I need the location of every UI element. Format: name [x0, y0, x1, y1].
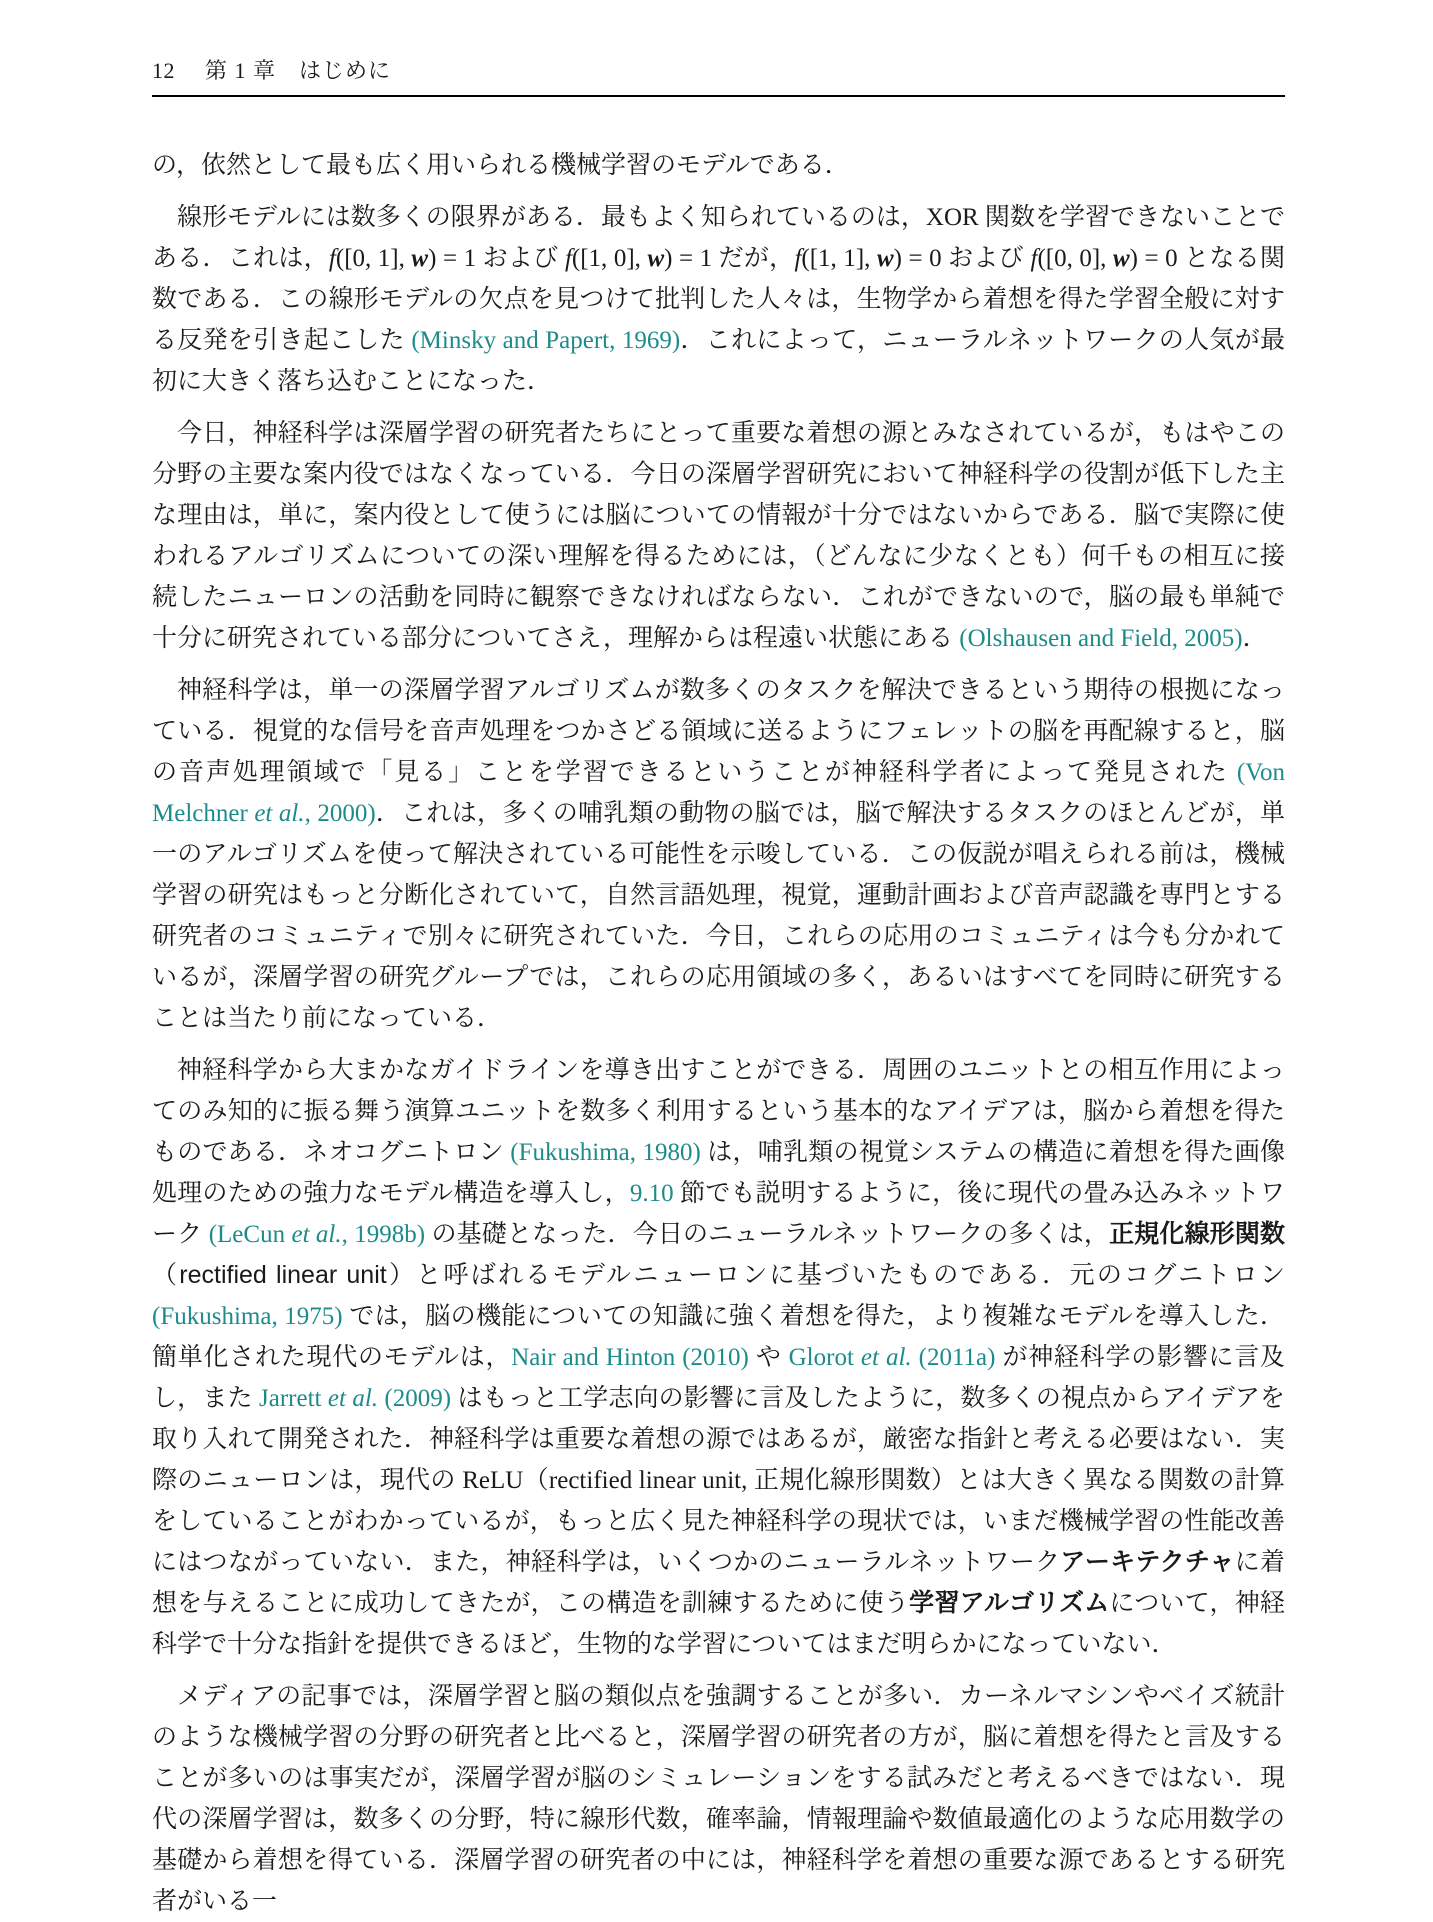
citation-link[interactable]: et al.: [254, 800, 305, 827]
paragraph: [152, 145, 1285, 186]
citation-link[interactable]: (Fukushima, 1980): [510, 1139, 701, 1166]
text-segment: ([1, 0],: [571, 245, 648, 272]
text-segment: 正規化線形関数: [1109, 1220, 1285, 1248]
paragraph: [152, 1050, 1285, 1665]
text-segment: 節でも説明するように，後に現代の畳み込みネットワーク: [152, 1180, 1285, 1248]
text-segment: 線形モデルには数多くの限界がある．最もよく知られているのは，XOR 関数を学習できないことである．これは，: [152, 204, 1285, 272]
text-segment: ) = 0: [893, 245, 942, 272]
citation-link[interactable]: et al.: [860, 1344, 912, 1371]
text-segment: w: [1112, 245, 1130, 272]
text-segment: ．: [1242, 625, 1268, 652]
paragraph: [152, 670, 1285, 1039]
text-segment: ) = 0: [1129, 245, 1178, 272]
text-segment: ) = 1: [428, 245, 477, 272]
text-segment: ([0, 0],: [1037, 245, 1113, 272]
text-segment: ([1, 1],: [801, 245, 877, 272]
text-segment: 神経科学は，単一の深層学習アルゴリズムが数多くのタスクを解決できるという期待の根拠になっている．視覚的な信号を音声処理をつかさどる領域に送るようにフェレットの脳を再配線すると，脳の音声処理領域で「見る」ことを学習できるということが神経科学者によって発見された: [152, 677, 1285, 786]
text-segment: となる関数である．この線形モデルの欠点を見つけて批判した人々は，生物学から着想を得た学習全般に対する反発を引き起こした: [152, 245, 1285, 354]
citation-link[interactable]: Jarrett: [259, 1385, 328, 1412]
citation-link[interactable]: (Olshausen and Field, 2005): [959, 625, 1243, 652]
citation-link[interactable]: (Von Melchner: [152, 759, 1285, 827]
text-segment: ) = 1: [664, 245, 713, 272]
citation-link[interactable]: et al.: [291, 1221, 342, 1248]
text-segment: アーキテクチャ: [1060, 1548, 1235, 1576]
text-segment: メディアの記事では，深層学習と脳の類似点を強調することが多い．カーネルマシンやベイズ統計のような機械学習の分野の研究者と比べると，深層学習の研究者の方が，脳に着想を得たと言及することが多いのは事実だが，深層学習が脳のシミュレーションをする試みだと考えるべきではない．現代の深層学習は，数多くの分野，特に線形代数，確率論，情報理論や数値最適化のような応用数学の基礎から着想を得ている．深層学習の研究者の中には，神経科学を着想の重要な源であるとする研究者がいる一: [152, 1683, 1285, 1915]
text-segment: の基礎となった．今日のニューラルネットワークの多くは，: [425, 1221, 1110, 1248]
text-segment: と呼ばれるモデルニューロンに基づいたものである．元のコグニトロン: [416, 1262, 1285, 1289]
citation-link[interactable]: Nair and Hinton (2010): [511, 1344, 749, 1371]
text-segment: 学習アルゴリズム: [909, 1589, 1110, 1617]
text-segment: は，哺乳類の視覚システムの構造に着想を得た画像処理のための強力なモデル構造を導入し，: [152, 1139, 1285, 1207]
text-segment: および: [941, 245, 1031, 272]
text-segment: の，依然として最も広く用いられる機械学習のモデルである．: [152, 152, 850, 179]
text-segment: f: [564, 245, 572, 272]
text-segment: について，神経科学で十分な指針を提供できるほど，生物的な学習についてはまだ明らかになっていない．: [152, 1590, 1285, 1658]
chapter-title: 第 1 章 はじめに: [205, 58, 392, 83]
text-segment: w: [411, 245, 429, 272]
text-segment: はもっと工学志向の影響に言及したように，数多くの視点からアイデアを取り入れて開発された．神経科学は重要な着想の源ではあるが，厳密な指針と考える必要はない．実際のニューロンは，現代の ReLU（rectified linear unit, 正規化線形関数）とは大きく異なる関数の計算をしていることがわかっているが，もっと広く見た神経科学の現状では，いまだ機械学習の性能改善にはつながっていない．また，神経科学は，いくつかのニューラルネットワーク: [152, 1385, 1285, 1576]
citation-link[interactable]: , 1998b): [341, 1221, 426, 1248]
citation-link[interactable]: 9.10: [629, 1180, 674, 1207]
paragraph: [152, 1676, 1285, 1922]
paragraph: [152, 197, 1285, 402]
text-segment: （rectified linear unit）: [152, 1261, 417, 1289]
text-segment: ．これは，多くの哺乳類の動物の脳では，脳で解決するタスクのほとんどが，単一のアルゴリズムを使って解決されている可能性を示唆している．この仮説が唱えられる前は，機械学習の研究はもっと分断化されていて，自然言語処理，視覚，運動計画および音声認識を専門とする研究者のコミュニティで別々に研究されていた．今日，これらの応用のコミュニティは今も分かれているが，深層学習の研究グループでは，これらの応用領域の多く，あるいはすべてを同時に研究することは当たり前になっている．: [152, 800, 1285, 1032]
citation-link[interactable]: (Minsky and Papert, 1969): [411, 327, 681, 354]
citation-link[interactable]: (Fukushima, 1975): [152, 1303, 343, 1330]
citation-link[interactable]: (LeCun: [208, 1221, 292, 1248]
citation-link[interactable]: (2011a): [911, 1344, 996, 1371]
citation-link[interactable]: et al.: [327, 1385, 379, 1412]
citation-link[interactable]: (2009): [378, 1385, 452, 1412]
text-segment: だが，: [712, 245, 795, 272]
text-segment: w: [647, 245, 665, 272]
text-segment: 神経科学から大まかなガイドラインを導き出すことができる．周囲のユニットとの相互作用によってのみ知的に振る舞う演算ユニットを数多く利用するという基本的なアイデアは，脳から着想を得たものである．ネオコグニトロン: [152, 1057, 1285, 1166]
page-body: [152, 145, 1285, 1922]
text-segment: や: [748, 1344, 789, 1371]
citation-link[interactable]: , 2000): [304, 800, 376, 827]
text-segment: w: [876, 245, 894, 272]
text-segment: ．これによって，ニューラルネットワークの人気が最初に大きく落ち込むことになった．: [152, 327, 1285, 395]
text-segment: が神経科学の影響に言及し，また: [152, 1344, 1285, 1412]
page-header: [152, 54, 1285, 97]
text-segment: ([0, 1],: [335, 245, 412, 272]
text-segment: f: [1030, 245, 1038, 272]
text-segment: に着想を与えることに成功してきたが，この構造を訓練するために使う: [152, 1549, 1285, 1617]
text-segment: f: [794, 245, 802, 272]
text-segment: では，脳の機能についての知識に強く着想を得た，より複雑なモデルを導入した．簡単化された現代のモデルは，: [152, 1303, 1285, 1371]
citation-link[interactable]: Glorot: [788, 1344, 861, 1371]
text-segment: 今日，神経科学は深層学習の研究者たちにとって重要な着想の源とみなされているが，もはやこの分野の主要な案内役ではなくなっている．今日の深層学習研究において神経科学の役割が低下した主な理由は，単に，案内役として使うには脳についての情報が十分ではないからである．脳で実際に使われるアルゴリズムについての深い理解を得るためには，（どんなに少なくとも）何千もの相互に接続したニューロンの活動を同時に観察できなければならない．これができないので，脳の最も単純で十分に研究されている部分についてさえ，理解からは程遠い状態にある: [152, 420, 1285, 652]
text-segment: f: [328, 245, 336, 272]
paragraph: [152, 413, 1285, 659]
text-segment: および: [476, 245, 565, 272]
page-number: 12: [152, 58, 175, 83]
